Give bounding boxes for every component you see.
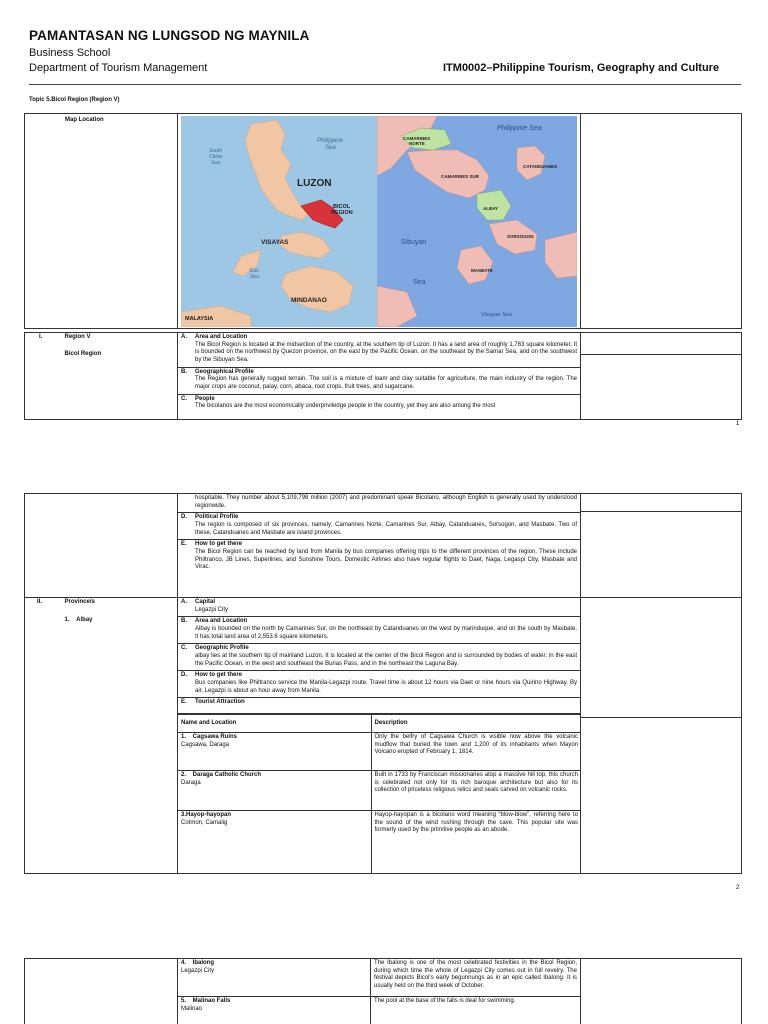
region-section-a [178, 333, 580, 368]
section-letter: A. [181, 334, 187, 340]
map-image-cell [178, 114, 581, 329]
map-left-bicol: BICOL REGION [331, 204, 353, 216]
region-name: Region V [64, 334, 91, 340]
philippines-overview-map [181, 116, 377, 327]
page3-left-cell-2 [25, 997, 178, 1024]
page2-table [24, 493, 742, 874]
section-letter: D. [181, 514, 187, 521]
attraction-description: Built in 1733 by Franciscan missionaries atop a massive hill top, this church is celebrated not only for its rich baroque architecture but also for its collection of priceless religious relics and seals carved on volcanic rocks. [371, 771, 581, 811]
section-letter: E. [181, 699, 187, 706]
section-body: The Region has generally rugged terrain. The soil is a mixture of loam and clay suitable for agriculture, the main industry of the region. The major crops are coconut, palay, corn, abaca, root crops, fruit trees, and sugarcane. [195, 376, 577, 391]
attraction-location: Cagsawa, Daraga [181, 741, 230, 748]
province-section-e [178, 698, 580, 714]
province-section-c [178, 644, 580, 671]
province-content-cell [178, 598, 581, 874]
university-name: PAMANTASAN NG LUNGSOD NG MAYNILA [29, 28, 310, 43]
section-body: albay lies at the southern tip of mainland Luzon. It is located at the center of the Bicol Region and is surrounded by bodies of water: in the east the Pacific Ocean, in the west and southeast the Burias Pass, and in the northeast the Laguna Bay. [195, 653, 577, 667]
page-number-1: 1 [736, 421, 740, 427]
province-name-cell [43, 598, 178, 874]
attraction-name-cell [178, 811, 371, 873]
attractions-header-name: Name and Location [178, 715, 371, 733]
region-numeral-cell [25, 333, 43, 420]
school-name: Business School [29, 47, 111, 59]
topic-title: Topic 5.Bicol Region (Region V) [29, 97, 120, 103]
province-numeral-cell [25, 598, 43, 874]
page3-right-cell [581, 959, 742, 997]
map-right-sea: Sea [413, 279, 426, 286]
province-label: Province/s [64, 599, 95, 605]
course-title: ITM0002–Philippine Tourism, Geography and Culture [443, 62, 720, 74]
map-left-sulu-sea: Sulu Sea [249, 268, 260, 280]
region-table [24, 332, 742, 420]
section-title: Geographical Profile [195, 368, 254, 375]
region-section-b [178, 368, 580, 395]
section-body: The Bicol Region is located at the midsection of the country, at the southern tip of Luzon. It has a land area of roughly 1,763 square kilometer. It is bounded on the northwest by Quezon province, on the east by the Pacific Ocean, on the southeast by the Samar Sea, and on the southwest by the Sibuyan Sea. [195, 341, 577, 364]
continuation-text: hospitable. They number about 5,109,798 million (2007) and predominant speak Bicolano, although English is generally used by understood regionwide. [178, 494, 580, 513]
map-right-camarines-sur: CAMARINES SUR [441, 174, 480, 179]
map-right-philippine-sea: Philippine Sea [497, 125, 542, 132]
section-letter: E. [181, 541, 187, 548]
section-title: How to get there [195, 541, 243, 548]
department-name: Department of Tourism Management [29, 62, 208, 74]
attraction-description: The pool at the base of the falls is deal for swimming. [371, 997, 581, 1024]
province-right-cell [581, 598, 742, 874]
section-body: Bus companies like Philtranco service the Manila-Legazpi route. Travel time is about 12 hours via Daet or nine hours via Quirino Highway. By air, Legazpi is about an hour away from Manila. [195, 680, 577, 694]
map-left-luzon: LUZON [297, 178, 332, 189]
section-title: Geographic Profile [195, 645, 249, 652]
region-section-e [178, 540, 580, 574]
province-section-d [178, 671, 580, 698]
region-section-c [178, 395, 580, 413]
region-empty-cell [581, 333, 742, 420]
region-numeral: I. [39, 334, 43, 340]
attractions-header-description: Description [371, 715, 581, 733]
attraction-location: Legazpi City [181, 967, 215, 974]
attraction-location: Cotmon, Camalig [181, 819, 228, 826]
attraction-name-cell [178, 959, 371, 997]
attraction-name: 5. Malinao Falls [181, 998, 231, 1004]
section-title: Capital [195, 599, 216, 605]
map-right-visayan-sea: Visayan Sea [481, 312, 512, 318]
page2-left-cell [25, 494, 178, 598]
section-letter: D. [181, 672, 187, 679]
attraction-name: 3.Hayop-hayopan [181, 812, 232, 819]
header-divider [29, 84, 741, 85]
map-images [181, 116, 577, 327]
map-location-label: Map Location [65, 117, 104, 123]
page3-table [24, 958, 742, 1024]
section-body: The Bicol Region can be reached by land from Manila by bus companies offering trips to the different provinces of the region. These include Philtranco, JB Lines, Superlines, and Sunshine Tours. Domestic Airlines also have regular flights to Daet, Naga, Legaspi City, Masbate and Virac. [195, 549, 577, 571]
map-left-south-china-sea: South China Sea [209, 148, 223, 166]
section-letter: B. [181, 368, 187, 375]
section-letter: C. [181, 645, 187, 652]
map-right-sibuyan: Sibuyan [401, 239, 427, 246]
attraction-location: Daraga [181, 779, 201, 786]
map-right-masbate: MASBATE [471, 268, 493, 273]
section-body: The bicolanos are the most economically underpriviledge people in the country, yet they are also among the most [195, 403, 496, 410]
province-name: 1. Albay [64, 616, 93, 623]
region-content-cell [178, 333, 581, 420]
section-letter: A. [181, 599, 187, 605]
page2-right-cell [581, 494, 742, 598]
page3-right-cell-2 [581, 997, 742, 1024]
region-name-cell [43, 333, 178, 420]
section-letter: C. [181, 395, 187, 402]
map-right-albay: ALBAY [483, 206, 499, 211]
section-title: Area and Location [195, 618, 248, 625]
attractions-table [178, 714, 581, 873]
attraction-description: Only the belfry of Cagsawa Church is visible now above the volcanic mudflow that buried the town and 1,200 of its inhabitants when Mayon Volcano erupted of February 1, 1814. [371, 733, 581, 771]
attraction-name-cell [178, 997, 371, 1024]
section-body: Legazpi City [195, 606, 229, 613]
attraction-description: Hayop-hayopan is a bicolano word meaning “blow-blow”, referring here to the sound of the wind rushing through the cave. This popular site was formerly used by the primitive people as an abode. [371, 811, 581, 873]
section-title: Tourist Attraction [195, 699, 245, 706]
map-empty-cell [581, 114, 742, 329]
attraction-description: The Ibalong is one of the most celebrated festivities in the Bicol Region, during which time the whole of Legazpi City comes out in full revelry. The festival depicts Bicol’s early begunnungs as in an epic called Ibalong. It is usually held on the third week of October. [371, 959, 581, 997]
map-right-catanduanes: CATANDUANES [523, 164, 558, 169]
section-body: The region is composed of six provinces, namely; Camarines Norte, Camarines Sur, Albay, Catanduanes, Sorsogon, and Masbate. Two of these, Catanduanes and Masbate are island provinces. [195, 522, 577, 536]
map-label-cell [25, 114, 178, 329]
province-numeral: II. [37, 599, 43, 605]
attraction-name: 2. Daraga Catholic Church [181, 772, 262, 779]
page2-region-content [178, 494, 581, 598]
page3-left-cell [25, 959, 178, 997]
attraction-name-cell [178, 771, 371, 811]
attraction-name: 1. Cagsawa Ruins [181, 734, 238, 741]
map-left-visayas: VISAYAS [261, 239, 289, 246]
section-title: How to get there [195, 672, 243, 679]
map-right-camarines-norte: CAMARINES NORTE [403, 136, 431, 146]
map-table [24, 113, 742, 329]
attraction-location: Malinao [181, 1005, 203, 1012]
region-section-d [178, 513, 580, 540]
map-left-philippine-sea: Philippine Sea [317, 138, 344, 151]
map-left-mindanao: MINDANAO [291, 297, 327, 304]
region-subname: Bicol Region [64, 350, 102, 357]
bicol-provinces-map [377, 116, 577, 327]
province-section-a [178, 598, 580, 617]
attraction-name: 4. Ibalong [181, 960, 215, 966]
map-right-sorsogon: SORSOGON [507, 234, 534, 239]
page-number-2: 2 [736, 885, 740, 891]
map-left-malaysia: MALAYSIA [185, 316, 214, 322]
section-body: Albay is bounded on the north by Camarines Sur, on the northeast by Catanduanes on the west by marinduque, and on the south by Masbate. It has total land area of 2,553.6 square kilometers. [195, 626, 577, 640]
section-letter: B. [181, 618, 187, 625]
section-title: Political Profile [195, 514, 239, 521]
section-title: Area and Location [195, 334, 248, 340]
section-title: People [195, 395, 215, 402]
province-section-b [178, 617, 580, 644]
attraction-name-cell [178, 733, 371, 771]
